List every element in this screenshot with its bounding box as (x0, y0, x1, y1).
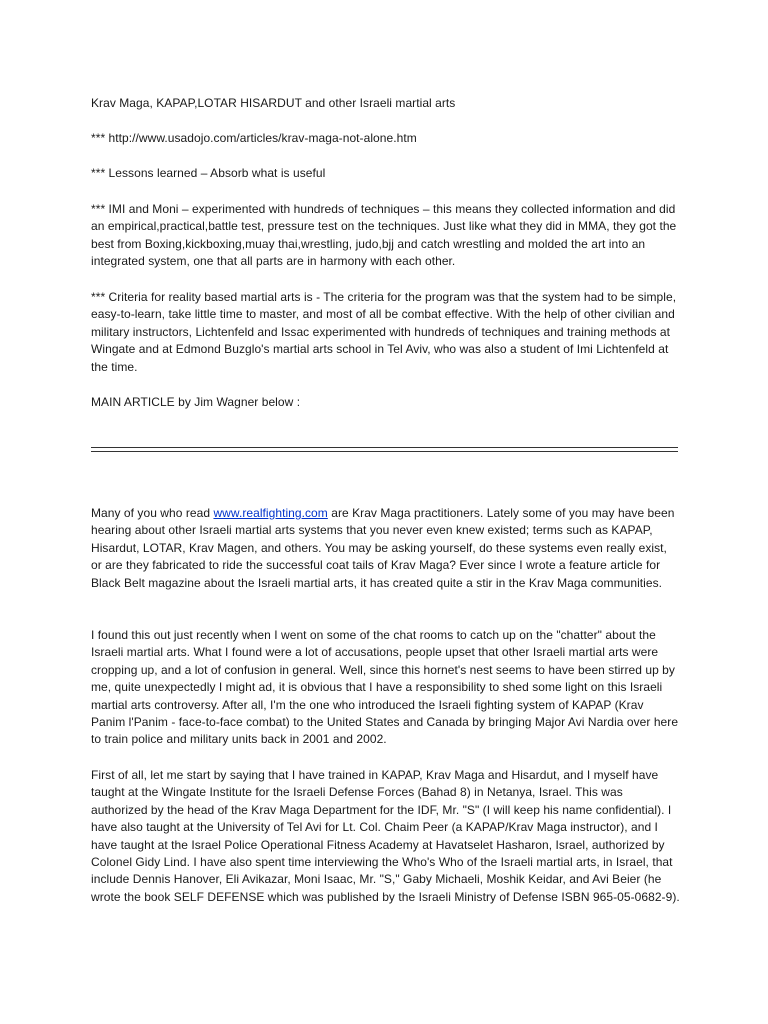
realfighting-link[interactable]: www.realfighting.com (213, 506, 328, 520)
article-paragraph-1 (91, 505, 681, 592)
double-horizontal-rule (91, 447, 678, 452)
main-article-heading: MAIN ARTICLE by Jim Wagner below : (91, 395, 301, 409)
document-title: Krav Maga, KAPAP,LOTAR HISARDUT and other Israeli martial arts (91, 96, 456, 110)
article-paragraph-2: I found this out just recently when I went on some of the chat rooms to catch up on the "chatter" about the Israeli martial arts. What I found were a lot of accusations, people upset that other Israeli martial arts were cropping up, and a lot of confusion in general. Well, since this hornet's nest seems to have been stirred up by me, quite unexpectedly I might ad, it is obvious that I have a responsibility to shed some light on this Israeli martial arts controversy. After all, I'm the one who introduced the Israeli fighting system of KAPAP (Krav Panim l'Panim - face-to-face combat) to the United States and Canada by bringing Major Avi Nardia over here to train police and military units back in 2001 and 2002. (91, 628, 679, 747)
criteria-paragraph: *** Criteria for reality based martial arts is - The criteria for the program was that the system had to be simple, easy-to-learn, take little time to master, and most of all be combat effective. With the help of other civilian and military instructors, Lichtenfeld and Issac experimented with hundreds of techniques and training methods at Wingate and at Edmond Buzglo's martial arts school in Tel Aviv, who was also a student of Imi Lichtenfeld at the time. (91, 290, 677, 374)
article-paragraph-3: First of all, let me start by saying that I have trained in KAPAP, Krav Maga and Hisardut, and I myself have taught at the Wingate Institute for the Israeli Defense Forces (Bahad 8) in Netanya, Israel. This was authorized by the head of the Krav Maga Department for the IDF, Mr. "S" (I will keep his name confidential). I have also taught at the University of Tel Avi for Lt. Col. Chaim Peer (a KAPAP/Krav Maga instructor), and I have taught at the Israel Police Operational Fitness Academy at Havatselet Hasharon, Israel, authorized by Colonel Gidy Lind. I have also spent time interviewing the Who's Who of the Israeli martial arts, in Israel, that include Dennis Hanover, Eli Avikazar, Moni Isaac, Mr. "S," Gaby Michaeli, Moshik Keidar, and Avi Beier (he wrote the book SELF DEFENSE which was published by the Israeli Ministry of Defense ISBN 965-05-0682-9). (91, 768, 680, 904)
source-link-line: *** http://www.usadojo.com/articles/krav-maga-not-alone.htm (91, 131, 417, 145)
imi-moni-paragraph: *** IMI and Moni – experimented with hundreds of techniques – this means they collected information and did an empirical,practical,battle test, pressure test on the techniques. Just like what they did in MMA, they got the best from Boxing,kickboxing,muay thai,wrestling, judo,bjj and catch wrestling and molded the art into an integrated system, one that all parts are in harmony with each other. (91, 202, 677, 269)
lessons-line: *** Lessons learned – Absorb what is useful (91, 166, 326, 180)
paragraph-1-rest: are Krav Maga practitioners. Lately some of you may have been hearing about other Israeli martial arts systems that you never even knew existed; terms such as KAPAP, Hisardut, LOTAR, Krav Magen, and others. You may be asking yourself, do these systems even really exist, or are they fabricated to ride the successful coat tails of Krav Maga? Ever since I wrote a feature article for Black Belt magazine about the Israeli martial arts, it has created quite a stir in the Krav Maga communities. (91, 506, 675, 590)
paragraph-1-lead: Many of you who read (91, 506, 214, 520)
